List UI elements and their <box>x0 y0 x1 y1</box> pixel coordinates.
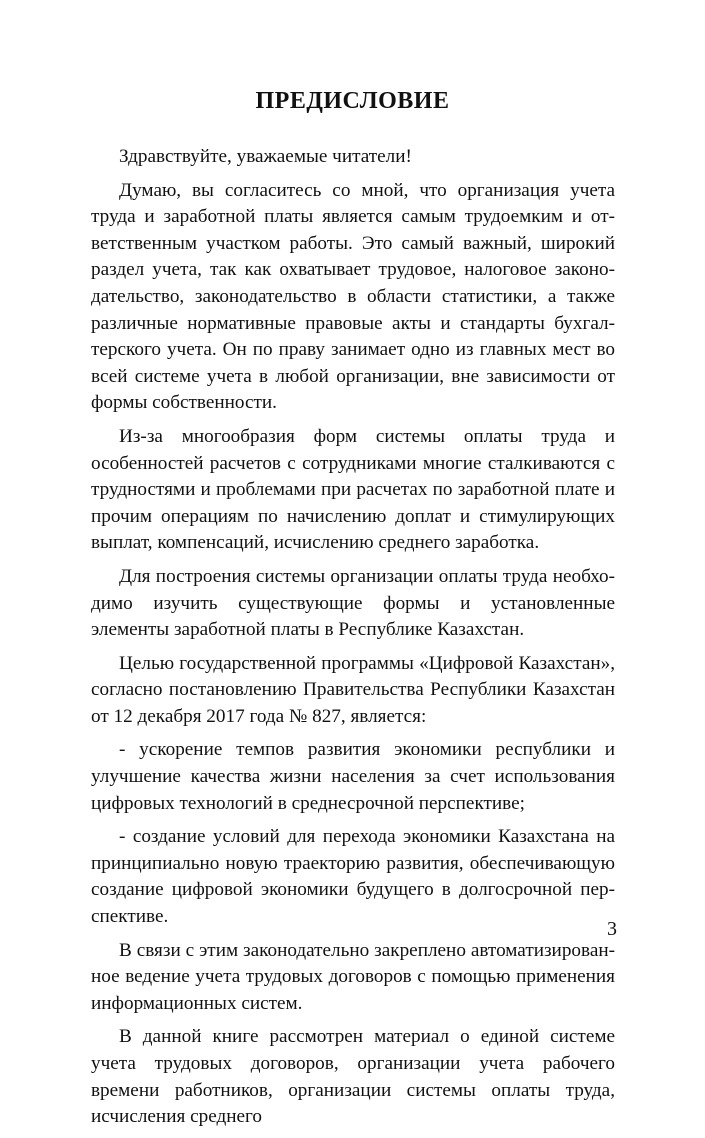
paragraph: Для построения системы организации оплаты труда необходимо изучить существующие формы и установленные элементы заработной платы в Республике Казахстан. <box>91 565 615 641</box>
paragraph: Из-за многообразия форм системы оплаты труда и особенностей расчетов с сотрудниками многие сталкиваются с трудностями и проблемами при расчетах по заработной плате и прочим операциям по начислению доплат и стимулирующих выплат, компенсаций, исчислению среднего заработка. <box>91 425 615 554</box>
paragraph: Целью государственной программы «Цифровой Казахстан», согласно постановлению Правительства Республики Казахстан от 12 декабря 2017 года № 827, является: <box>91 652 615 727</box>
page-number: 3 <box>607 918 617 940</box>
paragraph: Думаю, вы согласитесь со мной, что организация учета труда и заработной платы является самым трудоемким и ответственным участком работы. Это самый важный, широкий раздел учета, так как охватывает трудовое, налоговое законодательство, законодательство в области статистики, а также различные нормативные правовые акты и стандарты бухгалтерского учета. Он по праву занимает одно из главных мест во всей системе учета в любой организации, вне зависимости от формы собственности. <box>91 179 615 414</box>
paragraph: В связи с этим законодательно закреплено автоматизированное ведение учета трудовых договоров с помощью применения информационных систем. <box>91 939 615 1014</box>
paragraph-greeting: Здравствуйте, уважаемые читатели! <box>119 146 412 167</box>
page-title: ПРЕДИСЛОВИЕ <box>255 88 450 114</box>
list-item: - создание условий для перехода экономики Казахстана на принципиально новую траекторию развития, обеспечивающую создание цифровой экономики будущего в долгосрочной перспективе. <box>91 826 615 928</box>
list-item: - ускорение темпов развития экономики республики и улучшение качества жизни населения за счет использования цифровых технологий в среднесрочной перспективе; <box>91 739 615 814</box>
paragraph: В данной книге рассмотрен материал о единой системе учета трудовых договоров, организации учета рабочего времени работников, организации системы оплаты труда, исчисления среднего <box>91 1026 615 1128</box>
body-text <box>91 144 615 1138</box>
